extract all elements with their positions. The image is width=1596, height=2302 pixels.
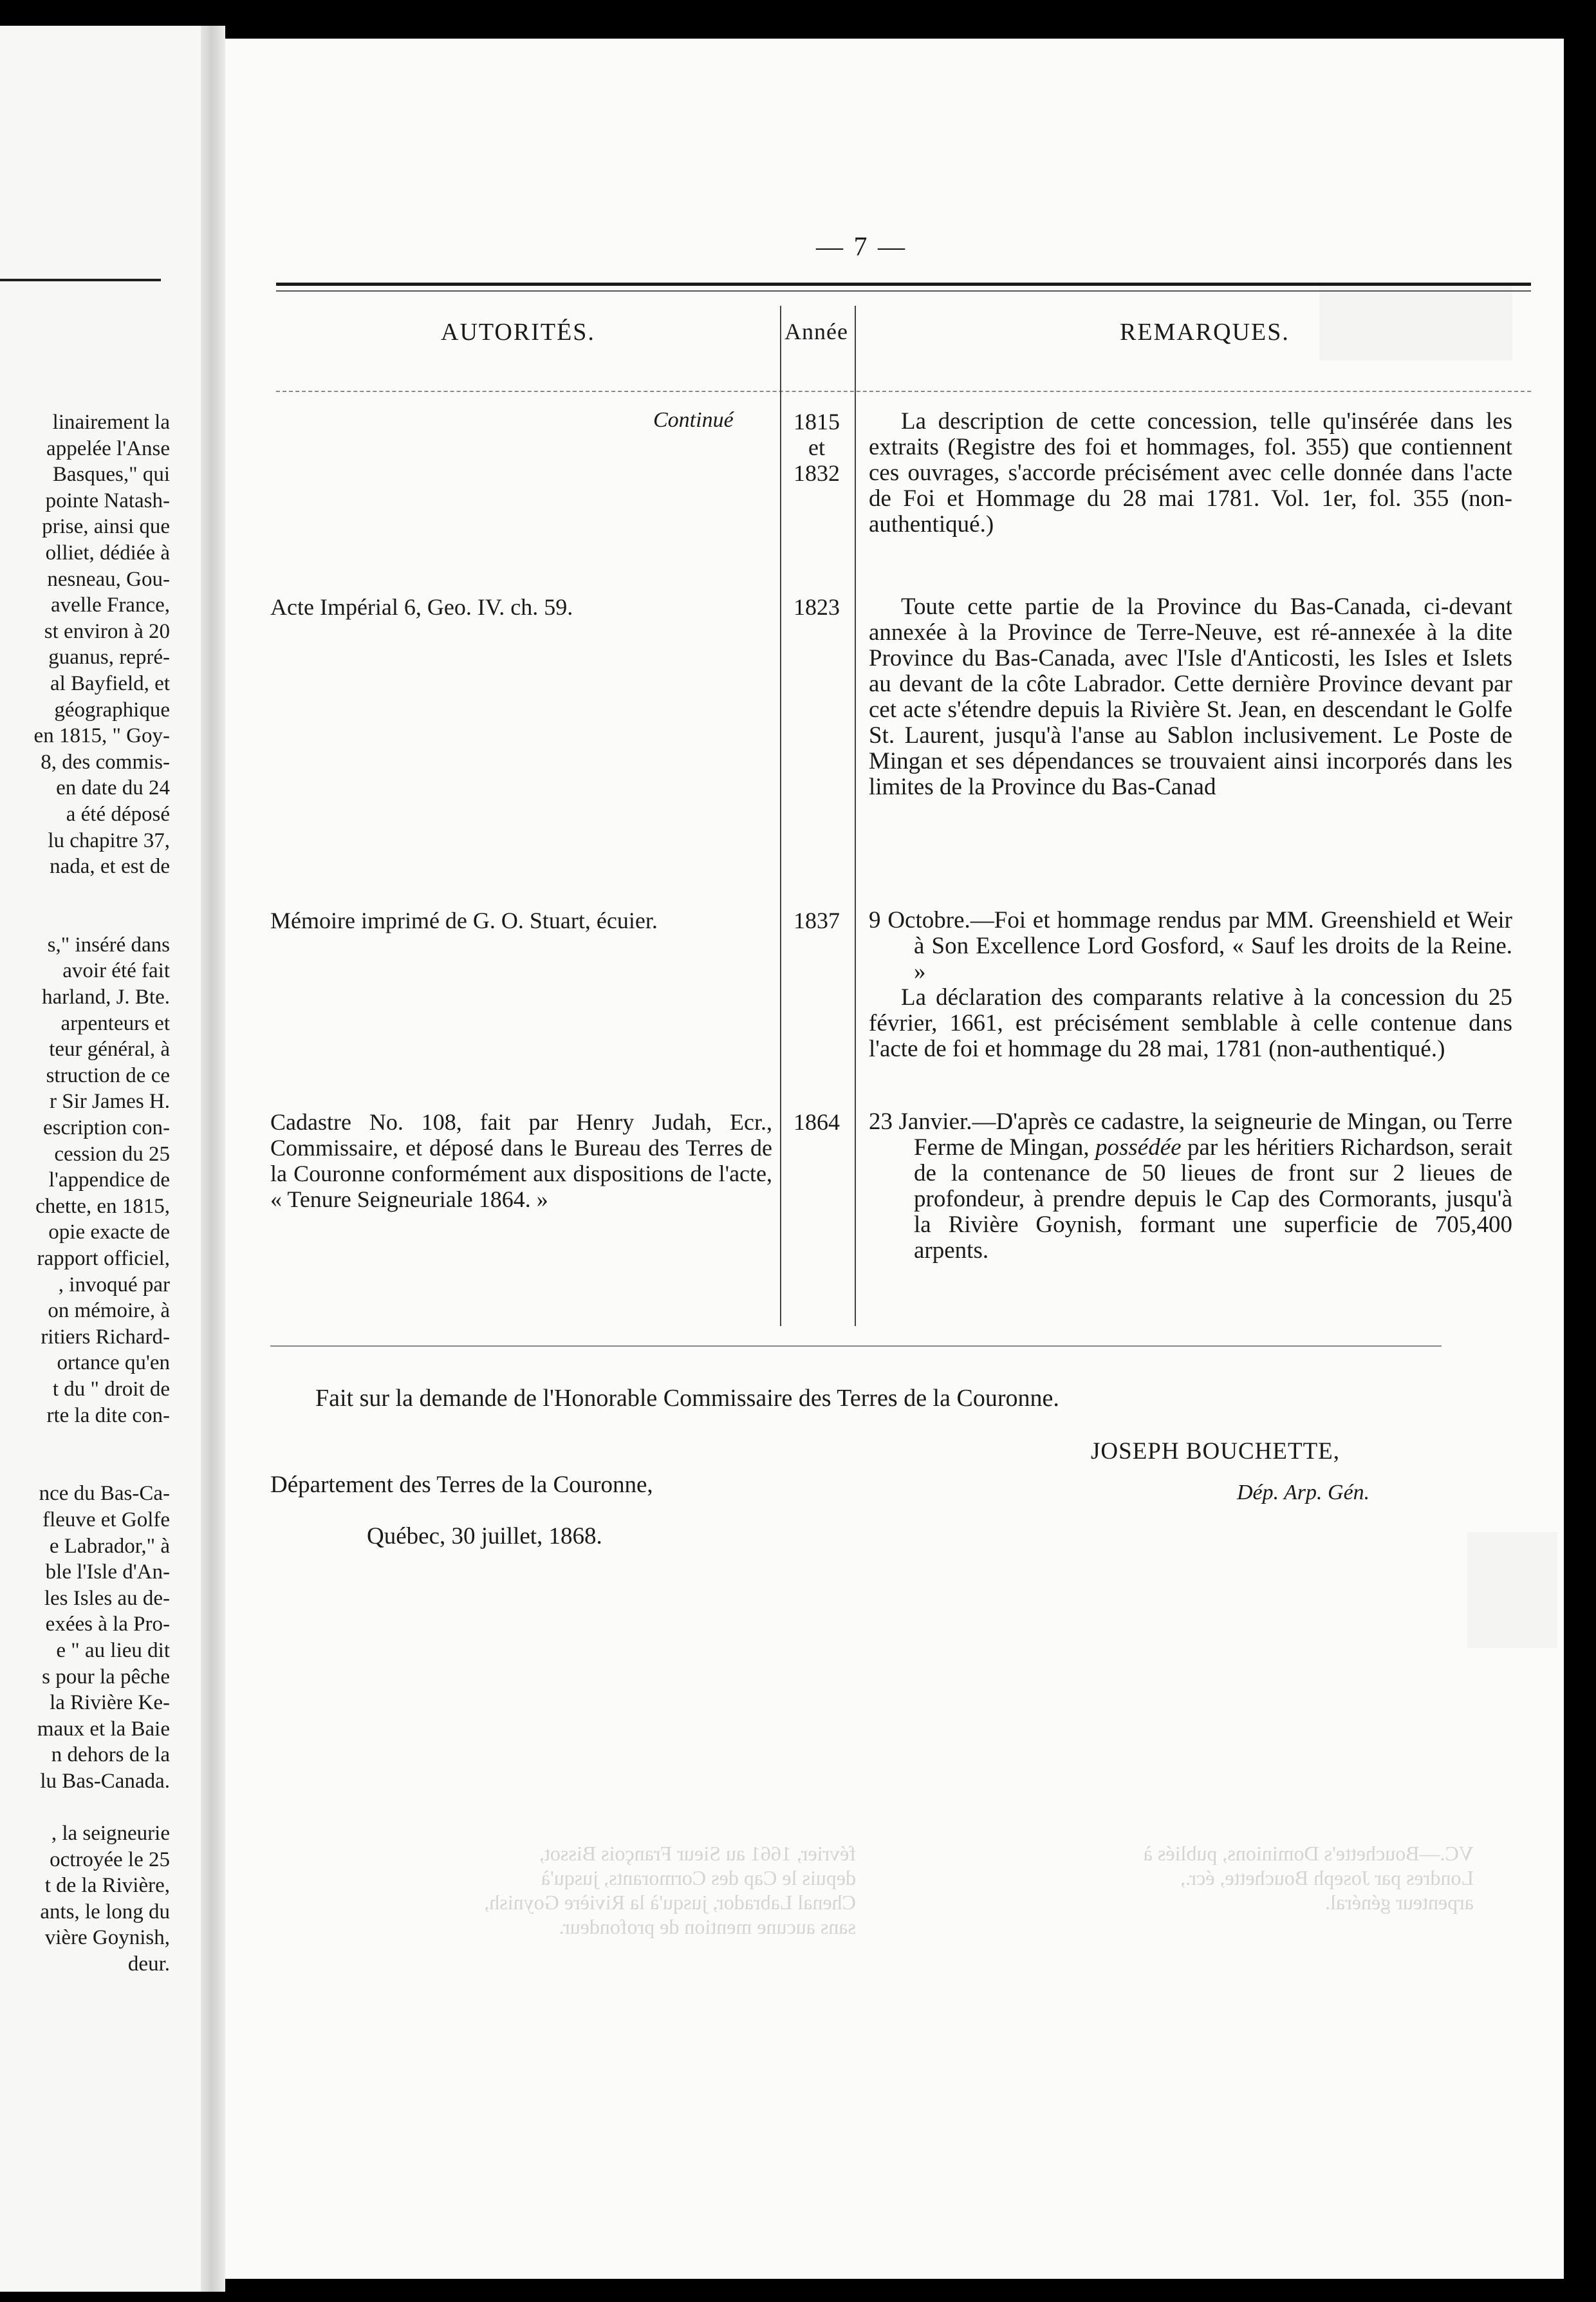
table-bottom-rule [270,1345,1442,1347]
signature-title: Dép. Arp. Gén. [1237,1481,1370,1504]
document-page [225,39,1564,2279]
place-date: Québec, 30 juillet, 1868. [367,1523,602,1549]
column-header-remarques: REMARQUES. [1120,319,1290,346]
remarks-paragraph [869,1109,1512,1264]
year-cell [781,594,852,620]
authority-cell: Acte Impérial 6, Geo. IV. ch. 59. [270,594,573,620]
remarks-paragraph: La description de cette concession, telle qu'insérée dans les extraits (Registre des foi et hommages, fol. 355) que contiennent ces ouvrages, s'accorde précisément avec celle donnée dans l'acte de Foi et Hommage du 28 mai 1781. Vol. 1er, fol. 355 (non-authentiqué.) [869,408,1512,538]
authority-cell: Mémoire imprimé de G. O. Stuart, écuier. [270,908,658,933]
remarks-paragraph: Toute cette partie de la Province du Bas-Canada, ci-devant annexée à la Province de Terre-Neuve, est ré-annexée à la dite Province du Bas-Canada, avec l'Isle d'Anticosti, les Isles et Islets au devant de la côte Labrador. Cette dernière Province devant par cet acte s'étendre depuis la Rivière St. Jean, en descendant le Golfe St. Laurent, jusqu'à l'anse au Sablon inclusivement. Le Poste de Mingan et ses dépendances se trouvaient ainsi incorporés dans les limites de la Province du Bas-Canad [869,594,1512,800]
year-value: 1837 [793,908,840,933]
year-value: 1864 [793,1109,840,1135]
year-cell [781,908,852,933]
remarks-text: 23 Janvier.—D'après ce cadastre, la seigneurie de Mingan, ou Terre Ferme de Mingan, [869,1109,1512,1161]
column-divider-right [855,306,856,1326]
facing-page-fragment [0,26,201,2292]
remarks-text-italic: possédée [1095,1134,1182,1161]
header-divider [276,391,1531,392]
bleed-through-text: VC.—Bouchette's Dominions, publiés à Londres par Joseph Bouchette, écr., arpenteur général. [1143,1842,1474,1914]
column-header-autorites: AUTORITÉS. [441,319,595,346]
year-value: et [808,435,825,460]
header-rule-thick [276,283,1531,286]
remarks-text: par les héritiers Richardson, serait de la contenance de 50 lieues de front sur 2 lieues de profondeur, à prendre depuis le Cap des Cormorants, jusqu'à la Rivière Goynish, formant une superficie de 705,400 arpents. [914,1134,1513,1264]
remarks-paragraph: La déclaration des comparants relative à la concession du 25 février, 1661, est précisément semblable à celle contenue dans l'acte de foi et hommage du 28 mai, 1781 (non-authentiqué.) [869,984,1512,1062]
book-gutter [201,26,225,2292]
year-cell [781,1109,852,1135]
remarks-cell [869,409,1512,538]
remarks-cell [869,908,1512,1062]
page-number: — 7 — [816,232,907,262]
footer-statement: Fait sur la demande de l'Honorable Commissaire des Terres de la Couronne. [315,1385,1059,1412]
column-header-annee: Année [784,319,848,344]
authority-cell: Cadastre No. 108, fait par Henry Judah, Ecr., Commissaire, et déposé dans le Bureau des Terres de la Couronne conformément aux dispositions de l'acte, « Tenure Seigneuriale 1864. » [270,1109,772,1212]
year-value: 1823 [793,594,840,620]
facing-page-text: linairement la appelée l'Anse Basques," qui pointe Natash- prise, ainsi que olliet, dédiée à nesneau, Gou- avelle France, st environ à 20 guanus, repré- al Bayfield, et géographique en 1815, " Goy- 8, des commis- en date du 24 a été déposé lu chapitre 37, nada, et est de s," inséré dans avoir été fait harland, J. Bte. arpenteurs et teur général, à struction de ce r Sir James H. escription con- cession du 25 l'appendice de chette, en 1815, opie exacte de rapport officiel, , invoqué par on mémoire, à ritiers Richard- ortance qu'en t du " droit de rte la dite con- nce du Bas-Ca- fleuve et Golfe e Labrador," à ble l'Isle d'An- les Isles au de- exées à la Pro- e " au lieu dit s pour la pêche la Rivière Ke- maux et la Baie n dehors de la lu Bas-Canada. , la seigneurie octroyée le 25 t de la Rivière, ants, le long du vière Goynish, deur. [33,411,170,1976]
year-cell [781,409,852,486]
year-value: 1832 [793,460,840,486]
remarks-cell [869,594,1512,800]
department-line: Département des Terres de la Couronne, [270,1472,653,1498]
remarks-paragraph: 9 Octobre.—Foi et hommage rendus par MM. Greenshield et Weir à Son Excellence Lord Gosford, « Sauf les droits de la Reine. » [869,907,1512,985]
bleed-through-text: février, 1661 au Sieur François Bissot, depuis le Cap des Cormorants, jusqu'à Chenal Labrador, jusqu'à la Rivière Goynish, sans aucune mention de profondeur. [484,1842,856,1938]
facing-page-rule [0,279,161,281]
remarks-cell [869,1109,1512,1264]
signature-name: JOSEPH BOUCHETTE, [1091,1438,1341,1464]
paper-scuff [1319,283,1512,360]
paper-scuff [1467,1532,1557,1648]
continue-label: Continué [653,408,734,432]
year-value: 1815 [793,409,840,435]
header-rule-thin [276,290,1531,292]
